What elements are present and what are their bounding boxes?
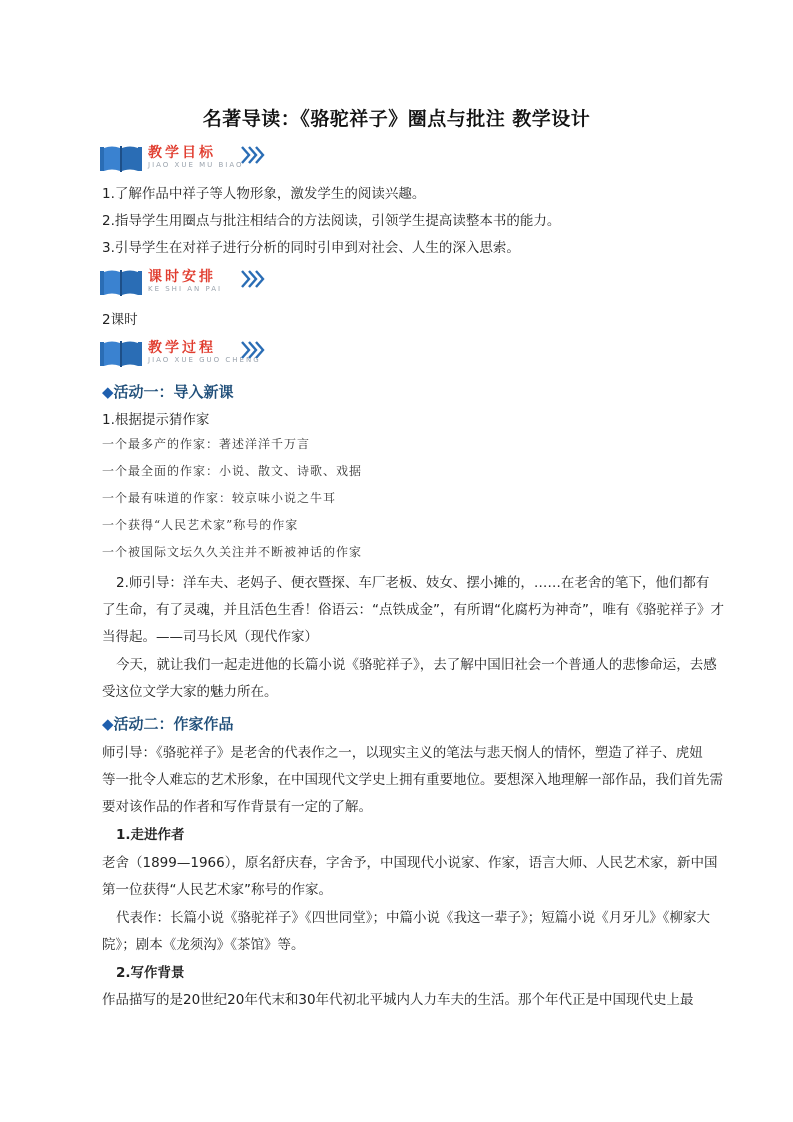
section-pinyin: JIAO XUE MU BIAO xyxy=(148,161,244,169)
paragraph-line: 作品描写的是20世纪20年代末和30年代初北平城内人力车夫的生活。那个年代正是中国现代史上最 xyxy=(102,992,694,1008)
section-banner-process xyxy=(100,337,290,373)
hint-line: 一个获得“人民艺术家”称号的作家 xyxy=(102,518,299,532)
paragraph-line: 当得起。——司马长风（现代作家） xyxy=(102,629,318,645)
hint-line: 一个最多产的作家：著述洋洋千万言 xyxy=(102,437,311,451)
subheading: 1.走进作者 xyxy=(116,827,185,843)
activity-heading: ◆活动二：作家作品 xyxy=(102,715,234,733)
paragraph-line: 老舍（1899—1966），原名舒庆春，字舍予，中国现代小说家、作家，语言大师、人民艺术家，新中国 xyxy=(102,855,718,871)
paragraph-line: 第一位获得“人民艺术家”称号的作家。 xyxy=(102,882,332,898)
section-banner-goals xyxy=(100,142,290,178)
paragraph-line: 要对该作品的作者和写作背景有一定的了解。 xyxy=(102,799,372,815)
goal-item: 2.指导学生用圈点与批注相结合的方法阅读，引领学生提高读整本书的能力。 xyxy=(102,213,561,229)
paragraph-line: 2.师引导：洋车夫、老妈子、便衣暨探、车厂老板、妓女、摆小摊的，……在老舍的笔下，他们都有 xyxy=(116,575,710,591)
goal-item: 3.引导学生在对祥子进行分析的同时引申到对社会、人生的深入思索。 xyxy=(102,240,520,256)
chevrons-icon xyxy=(240,339,266,361)
paragraph-line: 师引导：《骆驼祥子》是老舍的代表作之一，以现实主义的笔法与悲天悯人的情怀，塑造了祥子、虎妞 xyxy=(102,745,703,761)
paragraph-line: 今天，就让我们一起走进他的长篇小说《骆驼祥子》，去了解中国旧社会一个普通人的悲惨命运，去感 xyxy=(116,657,717,673)
paragraph-line: 院》；剧本《龙须沟》《茶馆》等。 xyxy=(102,937,305,953)
section-title: 教学目标 xyxy=(148,145,216,161)
section-title: 课时安排 xyxy=(148,269,216,285)
section-pinyin: JIAO XUE GUO CHENG xyxy=(148,356,261,364)
paragraph-line: 了生命，有了灵魂，并且活色生香！俗语云：“点铁成金”，有所谓“化腐朽为神奇”，唯有《骆驼祥子》才 xyxy=(102,602,724,618)
chevrons-icon xyxy=(240,144,266,166)
paragraph-line: 代表作：长篇小说《骆驼祥子》《四世同堂》；中篇小说《我这一辈子》；短篇小说《月牙儿》《柳家大 xyxy=(116,910,710,926)
hint-line: 一个最有味道的作家：较京味小说之牛耳 xyxy=(102,491,337,505)
paragraph-line: 受这位文学大家的魅力所在。 xyxy=(102,684,278,700)
section-pinyin: KE SHI AN PAI xyxy=(148,285,223,293)
goal-item: 1.了解作品中祥子等人物形象，激发学生的阅读兴趣。 xyxy=(102,186,426,202)
activity-heading: ◆活动一：导入新课 xyxy=(102,383,234,401)
diamond-icon: ◆ xyxy=(102,383,114,401)
paragraph-line: 等一批令人难忘的艺术形象，在中国现代文学史上拥有重要地位。要想深入地理解一部作品，我们首先需 xyxy=(102,772,723,788)
activity-step: 1.根据提示猜作家 xyxy=(102,412,210,428)
schedule-text: 2课时 xyxy=(102,312,138,328)
hint-line: 一个被国际文坛久久关注并不断被神话的作家 xyxy=(102,545,363,559)
chevrons-icon xyxy=(240,268,266,290)
section-banner-schedule xyxy=(100,266,290,302)
hint-line: 一个最全面的作家：小说、散文、诗歌、戏据 xyxy=(102,464,363,478)
document-title: 名著导读：《骆驼祥子》圈点与批注 教学设计 xyxy=(202,108,591,130)
subheading: 2.写作背景 xyxy=(116,965,185,981)
book-icon xyxy=(100,144,142,174)
section-title: 教学过程 xyxy=(148,340,216,356)
diamond-icon: ◆ xyxy=(102,715,114,733)
book-icon xyxy=(100,339,142,369)
book-icon xyxy=(100,268,142,298)
